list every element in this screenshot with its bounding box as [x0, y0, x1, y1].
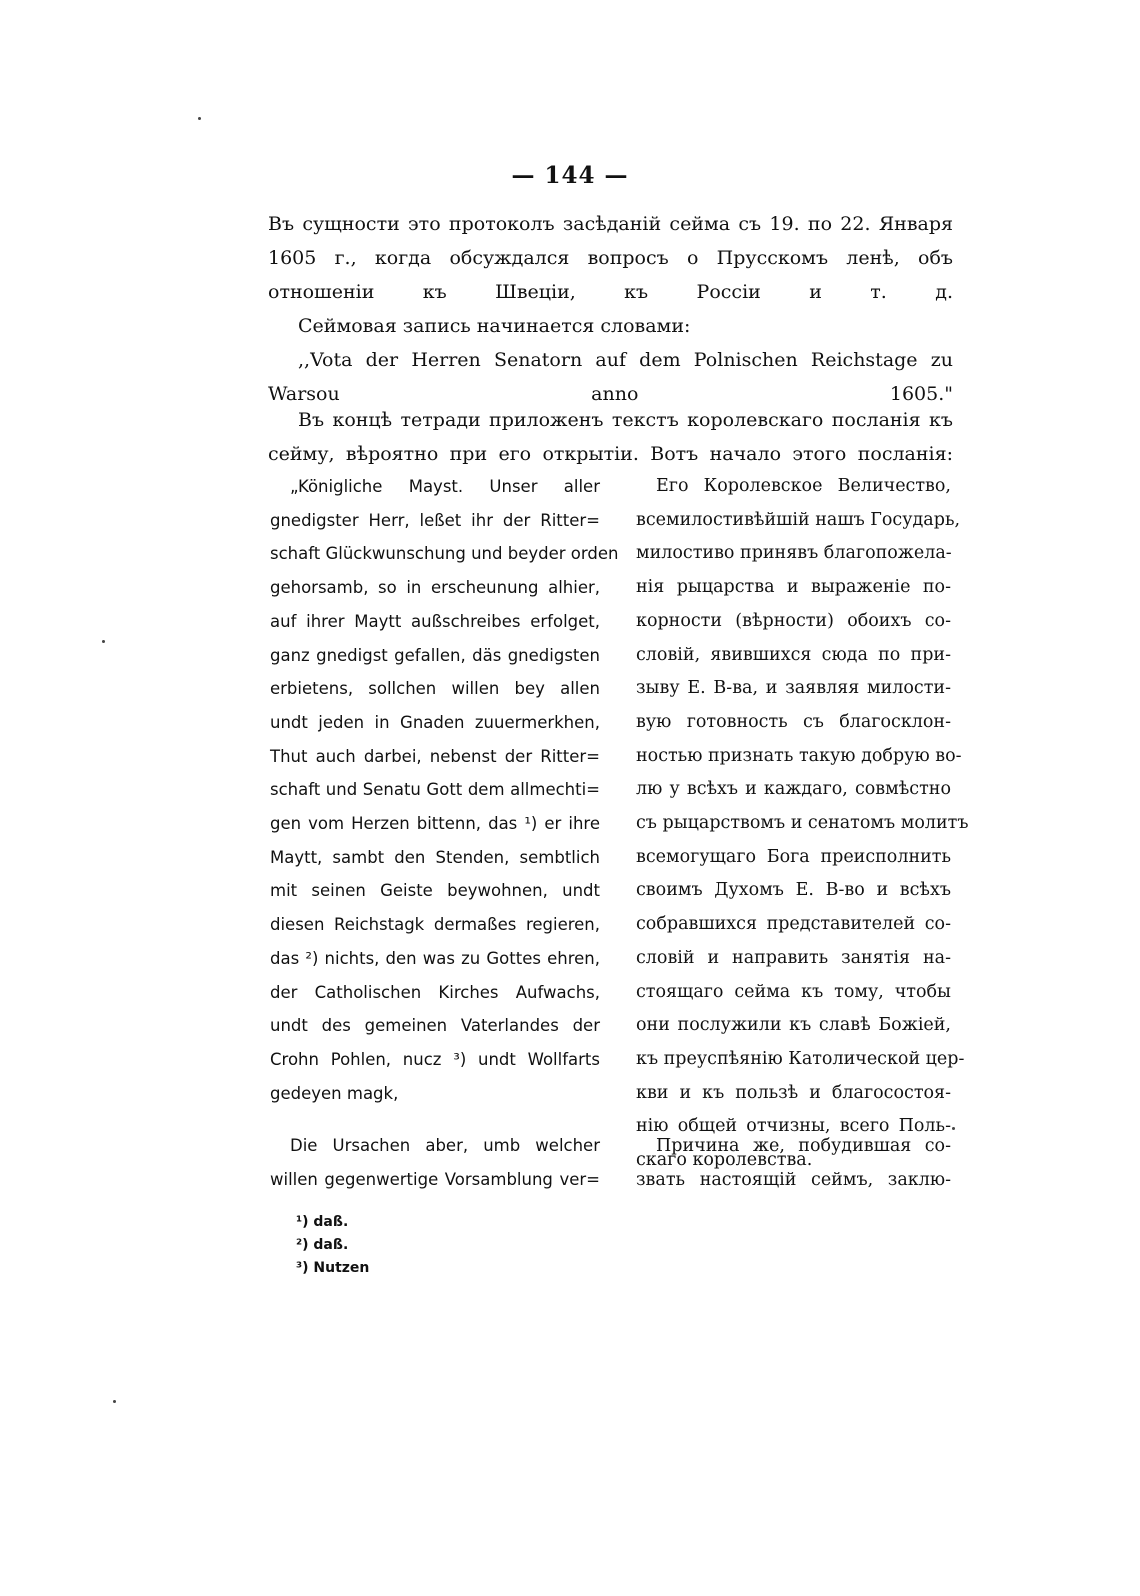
russian-column — [636, 470, 969, 1178]
russian-line: Причина же, побудившая со- — [656, 1136, 951, 1156]
russian-line: словій и направить занятія на- — [636, 947, 951, 968]
german-line: schaft Glückwunschung und beyder orden — [270, 544, 619, 564]
scan-speck — [102, 640, 105, 643]
german-line: Die Ursachen aber, umb welcher — [290, 1136, 600, 1155]
german-line: Thut auch darbei, nebenst der Ritter= — [270, 746, 600, 766]
german-line: Crohn Pohlen, nucz ³) undt Wollfarts — [270, 1049, 600, 1069]
russian-line: вую готовность съ благосклон- — [636, 711, 951, 732]
intro-paragraph-2: Сеймовая запись начинается словами: — [298, 315, 691, 337]
german-line: willen gegenwertige Vorsamblung ver= — [270, 1170, 600, 1189]
german-line: gen vom Herzen bittenn, das ¹) er ihre — [270, 814, 600, 834]
russian-line: милостиво принявъ благопожела- — [636, 543, 952, 564]
scan-speck — [198, 117, 201, 120]
russian-line: корности (вѣрности) обоихъ со- — [636, 610, 951, 631]
russian-line: словій, явившихся сюда по при- — [636, 644, 951, 665]
footnote: ²) daß. — [296, 1237, 349, 1253]
intro-paragraph-3: ,,Vota der Herren Senatorn auf dem Polnischen Reichstage zu Warsou anno 1605." — [268, 349, 953, 405]
intro-paragraph-1: Въ сущности это протоколъ засѣданій сейма съ 19. по 22. Января 1605 г., когда обсуждался вопросъ о Прусскомъ ленѣ, объ отношеніи къ Швеціи, къ Россіи и т. д. — [268, 213, 953, 303]
german-line: „Königliche Mayst. Unser aller — [290, 477, 600, 496]
russian-line: они послужили къ славѣ Божіей, — [636, 1015, 951, 1036]
german-line: erbietens, sollchen willen bey allen — [270, 679, 600, 699]
german-line: der Catholischen Kirches Aufwachs, — [270, 982, 600, 1002]
russian-line: всемилостивѣйшій нашъ Государь, — [636, 509, 961, 530]
page-number: — 144 — — [511, 162, 629, 189]
german-line: gehorsamb, so in erscheunung alhier, — [270, 578, 600, 598]
german-line: schaft und Senatu Gott dem allmechti= — [270, 780, 600, 800]
footnote: ³) Nutzen — [296, 1260, 370, 1276]
footnote: ¹) daß. — [296, 1214, 349, 1230]
german-continuation — [270, 1129, 600, 1197]
russian-line: звать настоящій сеймъ, заклю- — [636, 1170, 951, 1190]
scan-speck — [113, 1400, 116, 1403]
german-line: gnedigster Herr, leßet ihr der Ritter= — [270, 510, 600, 530]
russian-line: съ рыцарствомъ и сенатомъ молитъ — [636, 813, 969, 834]
german-line: ganz gnedigst gefallen, däs gnedigsten — [270, 645, 600, 665]
russian-line: собравшихся представителей со- — [636, 914, 951, 935]
russian-line: скаго королевства. — [636, 1150, 813, 1171]
russian-line: стоящаго сейма къ тому, чтобы — [636, 981, 951, 1002]
footnotes — [296, 1211, 369, 1280]
german-line: Maytt, sambt den Stenden, sembtlich — [270, 847, 600, 867]
german-line: das ²) nichts, den was zu Gottes ehren, — [270, 948, 600, 968]
russian-line: ностью признать такую добрую во- — [636, 745, 962, 766]
russian-line: кви и къ пользѣ и благосостоя- — [636, 1082, 951, 1103]
german-column — [270, 470, 619, 1110]
russian-line: лю у всѣхъ и каждаго, совмѣстно — [636, 779, 951, 800]
german-line: undt jeden in Gnaden zuuermerkhen, — [270, 712, 600, 732]
intro-paragraph-4: Въ концѣ тетради приложенъ текстъ королевскаго посланія къ сейму, вѣроятно при его открытіи. Вотъ начало этого посланія: — [268, 409, 953, 465]
russian-line: зыву Е. В-ва, и заявляя милости- — [636, 678, 951, 699]
german-line: undt des gemeinen Vaterlandes der — [270, 1016, 600, 1036]
russian-line: нія рыцарства и выраженіе по- — [636, 577, 951, 598]
russian-line: Его Королевское Величество, — [656, 476, 951, 496]
russian-line: всемогущаго Бога преисполнить — [636, 846, 951, 867]
german-line: diesen Reichstagk dermaßes regieren, — [270, 915, 600, 935]
russian-line: своимъ Духомъ Е. В-во и всѣхъ — [636, 880, 951, 901]
russian-line: къ преуспѣянію Католической цер- — [636, 1048, 965, 1069]
russian-continuation — [636, 1129, 951, 1197]
german-line: mit seinen Geiste beywohnen, undt — [270, 881, 600, 901]
russian-line: нію общей отчизны, всего Поль- — [636, 1116, 951, 1137]
scan-speck — [952, 1127, 955, 1130]
german-line: gedeyen magk, — [270, 1083, 399, 1103]
german-line: auf ihrer Maytt außschreibes erfolget, — [270, 611, 600, 631]
